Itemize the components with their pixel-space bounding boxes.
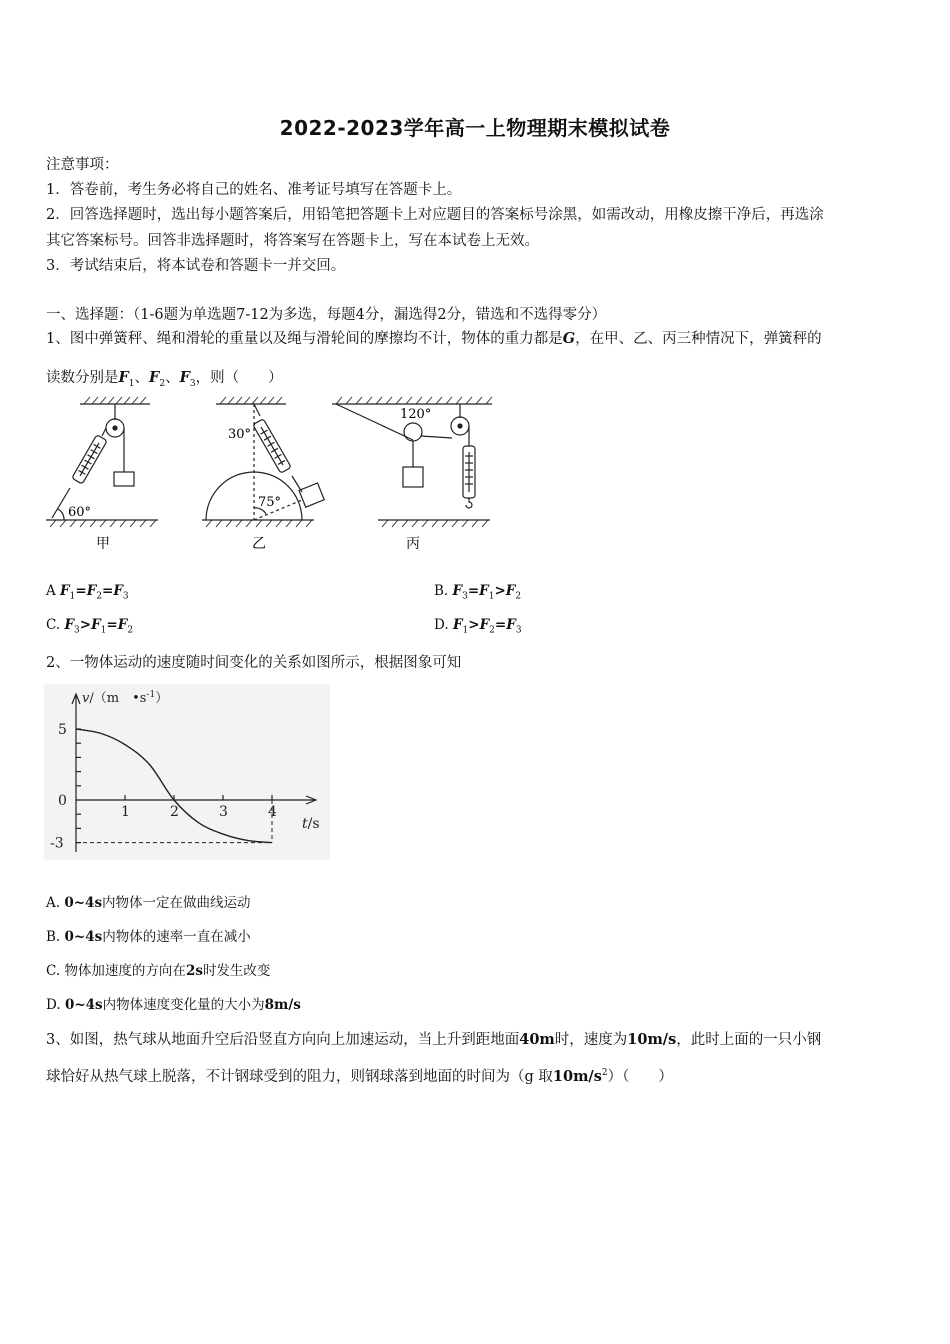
sub: 1 bbox=[488, 591, 495, 602]
var: F bbox=[64, 617, 75, 633]
y-axis-label: v/（m $•s^{-1}$） bbox=[82, 690, 169, 706]
op: = bbox=[75, 583, 87, 599]
q1-stem2-prefix: 读数分别是 bbox=[46, 370, 119, 386]
sub: 3 bbox=[122, 591, 129, 602]
angle-yi-top: 30° bbox=[228, 427, 252, 442]
x-tick-label: 1 bbox=[121, 804, 130, 820]
page-title: 2022-2023学年高一上物理期末模拟试卷 bbox=[279, 116, 671, 140]
option-label: A. bbox=[46, 895, 65, 911]
var: F bbox=[479, 617, 490, 633]
q3-text: 时，速度为 bbox=[554, 1032, 628, 1048]
q1-stem-prefix: 1、图中弹簧秤、绳和滑轮的重量以及绳与滑轮间的摩擦均不计，物体的重力都是 bbox=[46, 331, 563, 347]
q2-option-b[interactable] bbox=[46, 925, 251, 945]
bold-text: 8m/s bbox=[264, 997, 301, 1013]
q3-stem-line1 bbox=[46, 1028, 821, 1049]
q1-option-d[interactable] bbox=[434, 617, 522, 636]
q1-var-f: F bbox=[118, 369, 129, 386]
x-tick-label: 4 bbox=[268, 804, 277, 820]
label-bing: 丙 bbox=[406, 536, 420, 552]
sub: 3 bbox=[462, 591, 468, 602]
q1-stem-line1 bbox=[46, 327, 822, 348]
y-tick-label: -3 bbox=[50, 835, 64, 852]
sub: 3 bbox=[74, 625, 80, 636]
option-text: 物体加速度的方向在 bbox=[64, 963, 186, 979]
var: F bbox=[505, 583, 516, 599]
y-tick-label: 5 bbox=[58, 722, 67, 738]
op: = bbox=[106, 617, 118, 633]
q3-text: 球恰好从热气球上脱落，不计钢球受到的阻力，则钢球落到地面的时间为（g 取 bbox=[46, 1069, 553, 1085]
var: F bbox=[479, 583, 489, 599]
notice-item-3: 3．考试结束后，将本试卷和答题卡一并交回。 bbox=[46, 258, 346, 274]
q1-option-c[interactable] bbox=[46, 617, 133, 636]
sub: 2 bbox=[489, 625, 495, 636]
q2-option-c[interactable] bbox=[46, 959, 270, 979]
bold-text: 0~4s bbox=[64, 997, 103, 1013]
var: F bbox=[60, 583, 70, 599]
y-tick-label: 0 bbox=[58, 793, 67, 809]
q2-option-d[interactable] bbox=[46, 993, 301, 1013]
bold-text: 0~4s bbox=[64, 929, 103, 945]
var: F bbox=[86, 583, 97, 599]
bold-text: 0~4s bbox=[64, 895, 103, 911]
option-label: D. bbox=[434, 617, 453, 633]
op: = bbox=[467, 583, 480, 599]
section-heading: 一、选择题：（1-6题为单选题7-12为多选，每题4分，漏选得2分，错选和不选得零分） bbox=[46, 307, 607, 323]
option-text: 内物体的速率一直在减小 bbox=[102, 929, 251, 945]
notice-heading: 注意事项： bbox=[46, 157, 119, 173]
q1-option-a[interactable] bbox=[46, 583, 129, 602]
sub: 1 bbox=[69, 591, 76, 602]
q3-stem-line2 bbox=[46, 1065, 673, 1086]
q2-option-a[interactable] bbox=[46, 891, 251, 911]
angle-bing: 120° bbox=[400, 407, 432, 422]
q1-figure bbox=[40, 392, 510, 554]
op: = bbox=[494, 617, 507, 633]
q1-stem-suffix: ，在甲、乙、丙三种情况下，弹簧秤的 bbox=[575, 331, 822, 347]
q1-sep: 、 bbox=[165, 370, 180, 386]
q1-var-g: G bbox=[562, 330, 576, 347]
q1-sub: 1 bbox=[128, 378, 135, 389]
op: = bbox=[102, 583, 114, 599]
q1-stem-line2 bbox=[46, 366, 283, 389]
x-axis-label: t/s bbox=[302, 816, 320, 832]
sub: 2 bbox=[515, 591, 522, 602]
var: F bbox=[91, 617, 101, 633]
sub: 3 bbox=[515, 625, 522, 636]
option-label: C. bbox=[46, 617, 65, 633]
var: F bbox=[452, 583, 463, 599]
notice-item-2: 2．回答选择题时，选出每小题答案后，用铅笔把答题卡上对应题目的答案标号涂黑，如需改动，用橡皮擦干净后，再选涂 bbox=[46, 207, 824, 223]
angle-jia: 60° bbox=[68, 505, 92, 520]
q3-text: 3、如图，热气球从地面升空后沿竖直方向向上加速运动，当上升到距地面 bbox=[46, 1032, 520, 1048]
var: F bbox=[117, 617, 128, 633]
sub: 1 bbox=[462, 625, 469, 636]
option-label: C. bbox=[46, 963, 65, 979]
option-text: 内物体速度变化量的大小为 bbox=[102, 997, 265, 1013]
x-tick-label: 3 bbox=[219, 804, 228, 820]
sub: 1 bbox=[100, 625, 107, 636]
q3-sup: 2 bbox=[601, 1068, 608, 1079]
var: F bbox=[506, 617, 516, 633]
q1-stem2-suffix: ，则（ ） bbox=[195, 370, 283, 386]
q3-text: ，此时上面的一只小钢 bbox=[676, 1032, 822, 1048]
var: F bbox=[113, 583, 123, 599]
option-label: D. bbox=[46, 997, 65, 1013]
notice-item-2-cont: 其它答案标号。回答非选择题时，将答案写在答题卡上，写在本试卷上无效。 bbox=[46, 233, 539, 249]
option-label: B. bbox=[434, 583, 453, 599]
x-tick-label: 2 bbox=[170, 804, 179, 820]
sub: 2 bbox=[96, 591, 103, 602]
option-label: A bbox=[46, 583, 61, 599]
notice-item-1: 1．答卷前，考生务必将自己的姓名、准考证号填写在答题卡上。 bbox=[46, 182, 462, 198]
q3-bold: 40m bbox=[519, 1031, 555, 1048]
option-text: 内物体一定在做曲线运动 bbox=[102, 895, 251, 911]
q3-bold: 10m/s bbox=[627, 1031, 677, 1048]
q3-text: ）（ ） bbox=[607, 1069, 673, 1085]
sub: 2 bbox=[127, 625, 134, 636]
option-text: 时发生改变 bbox=[202, 963, 271, 979]
label-jia: 甲 bbox=[96, 536, 110, 552]
op: > bbox=[468, 617, 480, 633]
bold-text: 2s bbox=[185, 963, 203, 979]
q1-var-f: F bbox=[149, 369, 160, 386]
q1-option-b[interactable] bbox=[434, 583, 521, 602]
var: F bbox=[452, 617, 463, 633]
option-label: B. bbox=[46, 929, 65, 945]
q1-sep: 、 bbox=[134, 370, 150, 386]
op: > bbox=[79, 617, 92, 633]
q1-var-f: F bbox=[179, 369, 190, 386]
angle-yi-bottom: 75° bbox=[258, 495, 282, 510]
q1-sub: 3 bbox=[189, 378, 196, 389]
q2-vt-chart bbox=[44, 684, 330, 860]
q3-bold: 10m/s bbox=[552, 1068, 602, 1085]
q1-sub: 2 bbox=[159, 378, 166, 389]
op: > bbox=[494, 583, 506, 599]
label-yi: 乙 bbox=[252, 536, 266, 552]
q2-stem: 2、一物体运动的速度随时间变化的关系如图所示，根据图象可知 bbox=[46, 655, 462, 671]
